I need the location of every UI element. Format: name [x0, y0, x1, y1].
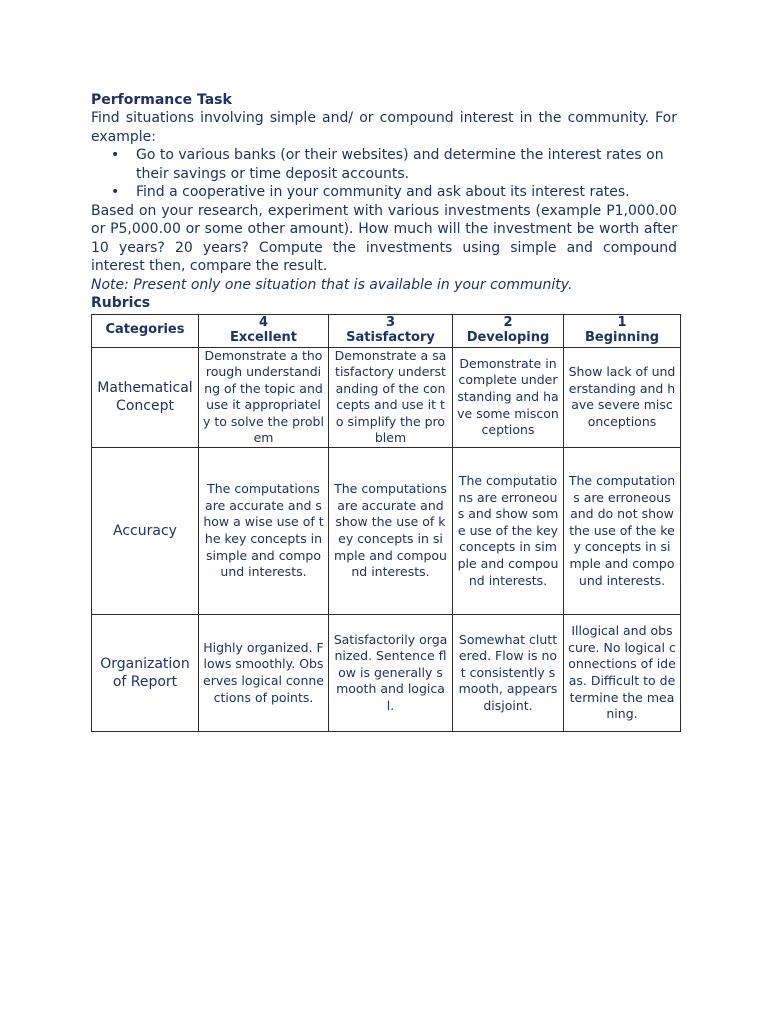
criteria-cell: Highly organized. Flows smoothly. Observes logical connections of points. [199, 615, 329, 732]
note-text: Note: Present only one situation that is available in your community. [91, 276, 573, 293]
level-score: 4 [258, 314, 269, 330]
rubrics-heading: Rubrics [91, 294, 151, 311]
bullet-icon: • [111, 184, 120, 200]
example-list [91, 146, 677, 202]
criteria-cell: The computations are accurate and show a wise use of the key concepts in simple and compound interests. [199, 448, 329, 615]
page-title: Performance Task [91, 92, 232, 108]
level-label: Satisfactory [346, 329, 435, 345]
criteria-cell: Demonstrate incomplete understanding and have some misconceptions [453, 347, 564, 448]
level-label: Excellent [230, 329, 297, 345]
list-item-text: Find a cooperative in your community and ask about its interest rates. [136, 184, 630, 200]
research-paragraph: Based on your research, experiment with various investments (example P1,000.00 or P5,000.00 or some other amount). How much will the investment be worth after 10 years? 20 years? Compute the investments using simple and compound interest then, compare the result. [91, 202, 677, 274]
level-score: 3 [385, 314, 396, 330]
level-score: 1 [617, 314, 627, 330]
level-header-developing [453, 314, 564, 347]
category-cell: Accuracy [92, 448, 199, 615]
criteria-cell: Satisfactorily organized. Sentence flow is generally smooth and logical. [329, 615, 453, 732]
level-header-beginning [564, 314, 681, 347]
criteria-cell: Demonstrate a thorough understanding of the topic and use it appropriately to solve the problem [199, 347, 329, 448]
criteria-cell: Show lack of understanding and have severe misconceptions [564, 347, 681, 448]
category-cell: Organization of Report [92, 615, 199, 732]
table-row [92, 615, 681, 732]
list-item-text: Go to various banks (or their websites) and determine the interest rates on their savings or time deposit accounts. [136, 147, 664, 182]
table-header-row [92, 314, 681, 347]
criteria-cell: Demonstrate a satisfactory understanding of the concepts and use it to simplify the problem [329, 347, 453, 448]
table-row [92, 347, 681, 448]
criteria-cell: Illogical and obscure. No logical connections of ideas. Difficult to determine the meaning. [564, 615, 681, 732]
bullet-icon: • [111, 147, 120, 163]
category-cell: Mathematical Concept [92, 347, 199, 448]
criteria-cell: Somewhat cluttered. Flow is not consistently smooth, appears disjoint. [453, 615, 564, 732]
document-page [91, 91, 677, 732]
rubric-table [91, 314, 681, 733]
intro-paragraph: Find situations involving simple and/ or compound interest in the community. For example: [91, 110, 677, 145]
level-score: 2 [503, 314, 513, 330]
categories-header: Categories [92, 314, 199, 347]
table-row [92, 448, 681, 615]
level-header-excellent [199, 314, 329, 347]
criteria-cell: The computations are erroneous and show some use of the key concepts in simple and compound interests. [453, 448, 564, 615]
list-item [91, 183, 677, 202]
level-label: Beginning [584, 329, 659, 345]
criteria-cell: The computations are erroneous and do not show the use of the key concepts in simple and compound interests. [564, 448, 681, 615]
criteria-cell: The computations are accurate and show the use of key concepts in simple and compound interests. [329, 448, 453, 615]
level-header-satisfactory [329, 314, 453, 347]
level-label: Developing [466, 329, 550, 345]
list-item [91, 146, 677, 183]
